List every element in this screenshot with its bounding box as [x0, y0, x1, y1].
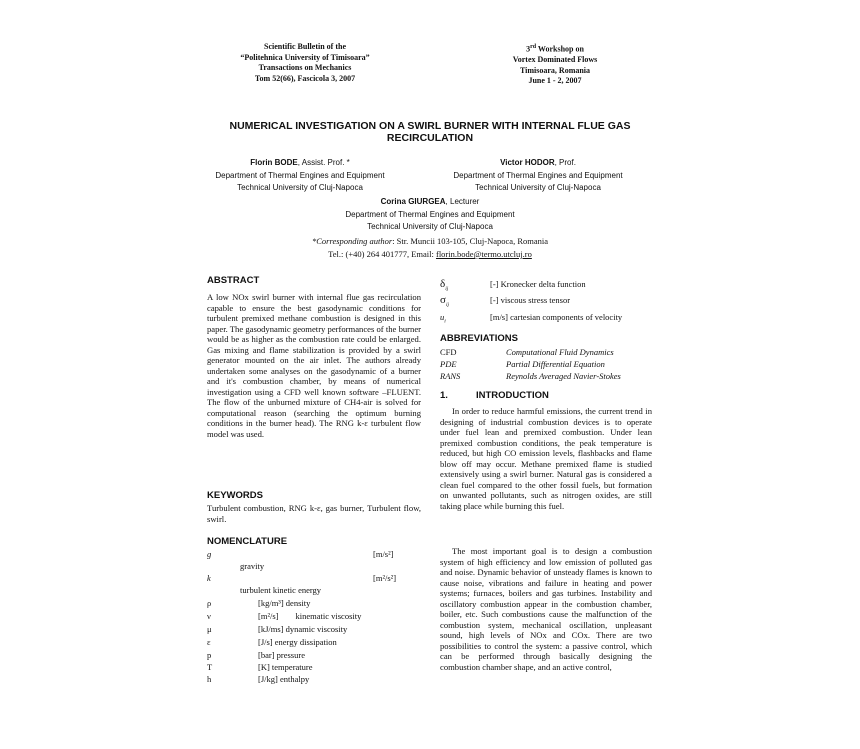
email-link[interactable]: florin.bode@termo.utcluj.ro: [435, 249, 532, 259]
journal-line: Transactions on Mechanics: [258, 63, 352, 72]
intro-paragraph-2: The most important goal is to design a combustion system of high efficiency and low emission of polluted gas and noise. Dynamic behavior of unsteady flames is known to cause noise, vibrations and failure in heating and power systems; furnaces, boilers and gas turbines. Instability and oscillatory combustion appear in the combustion chamber, boiler, etc. Such combustions cause the malfunction of the combustion system, mechanical oscillation, unpleasant sound, high levels of NOx and COx. There are two possibilities to control the system: a passive control, which can be performed through basically designing the combustion chamber shape, and an active control,: [440, 546, 652, 672]
abbreviation-row: CFD Computational Fluid Dynamics: [440, 347, 614, 357]
paper-page: [190, 22, 670, 749]
workshop-line: Vortex Dominated Flows: [512, 55, 598, 65]
keywords-heading: KEYWORDS: [207, 490, 263, 501]
nomenclature-row: k: [207, 573, 211, 583]
journal-info: [190, 42, 420, 84]
abstract-heading: ABSTRACT: [207, 275, 260, 286]
nomenclature-row: $u_i$ [m/s] cartesian components of velocity: [440, 312, 623, 325]
abbreviations-heading: ABBREVIATIONS: [440, 333, 518, 344]
nomenclature-row: μ [kJ/ms] dynamic viscosity: [207, 624, 348, 634]
nomenclature-row: $\sigma_{ij}[-]$ viscous stress tensor: [440, 294, 571, 309]
nomenclature-row: h [J/kg] enthalpy: [207, 674, 310, 684]
abstract-text: A low NOx swirl burner with internal flue gas recirculation capable to ensure the best gasodynamic conditions for turbulent premixed methane combustion is designed in this paper. The gasodynamic geometry performances of the burner would be as higher as the combustion rate could be enlarged. Gas mixing and flame stabilization is provided by a swirl generator mounted on the air inlet. The authors already undertaken some analyses on the gasodynamic of a burner and it's combustion chamber, by means of numerical investigation using a CFD well known software –FLUENT. The flow of the unburned mixture of CH4-air is solved for computational reason (searching the optimum burning conditions in the burner head). The RNG k-ε turbulent flow model was used.: [207, 292, 421, 439]
nomenclature-row: ν [m²/s] kinematic viscosity: [207, 611, 362, 621]
nomenclature-desc: turbulent kinetic energy: [240, 585, 322, 595]
nomenclature-unit: [m/s²]: [373, 549, 394, 559]
nomenclature-row: p [bar] pressure: [207, 650, 305, 660]
journal-line: Tom 52(66), Fascicola 3, 2007: [254, 73, 356, 83]
correspondence: *Corresponding author: Str. Muncii 103-105, Cluj-Napoca, Romania Tel.: (+40) 264 401777, Email: florin.bode@termo.utcluj.ro: [311, 236, 549, 259]
workshop-line: June 1 - 2, 2007: [528, 76, 582, 86]
nomenclature-heading: NOMENCLATURE: [207, 536, 288, 547]
workshop-line: 3rd Workshop on: [526, 44, 584, 54]
nomenclature-row: ρ [kg/m³] density: [207, 598, 311, 608]
author-block-3: Corina GIURGEA, Lecturer Department of Thermal Engines and Equipment Technical University of Cluj-Napoca: [345, 197, 515, 231]
nomenclature-row: ε [J/s] energy dissipation: [207, 637, 337, 647]
keywords-text: Turbulent combustion, RNG k-ε, gas burner, Turbulent flow, swirl.: [207, 503, 421, 524]
intro-heading: 1. INTRODUCTION: [440, 390, 549, 401]
journal-line: “Politehnica University of Timisoara”: [240, 52, 370, 62]
paper-title: NUMERICAL INVESTIGATION ON A SWIRL BURNER WITH INTERNAL FLUE GAS RECIRCULATION: [229, 120, 631, 144]
workshop-line: Timisoara, Romania: [519, 65, 591, 75]
abbreviation-row: RANS Reynolds Averaged Navier-Stokes: [440, 371, 621, 381]
nomenclature-row: g: [207, 549, 212, 559]
nomenclature-row: $\delta_{ij}[-]$ Kronecker delta function: [440, 278, 586, 293]
author-block-1: Florin BODE, Assist. Prof. * Department of Thermal Engines and Equipment Technical University of Cluj-Napoca: [215, 158, 385, 192]
intro-paragraph-1: In order to reduce harmful emissions, the current trend in designing of industrial combustion devices is to operate under fuel lean and premixed combustion. Under lean premixed combustion conditions, the peak temperature is reduced, but high CO emission levels, flashbacks and flame blow off may occur. Methane premixed flame is studied extensively using a swirl burner. Natural gas is considered a clean fuel compared to the other fossil fuels, but formation on unwanted pollutants, such as nitrogen oxides, are still taking place while burning this fuel.: [440, 406, 652, 511]
author-block-2: Victor HODOR, Prof. Department of Thermal Engines and Equipment Technical University of Cluj-Napoca: [453, 158, 623, 192]
journal-line: Scientific Bulletin of the: [264, 42, 346, 51]
workshop-info: [445, 42, 665, 87]
nomenclature-desc: gravity: [240, 561, 265, 571]
nomenclature-unit: [m²/s²]: [373, 573, 397, 583]
abbreviation-row: PDE Partial Differential Equation: [440, 359, 605, 369]
nomenclature-row: T [K] temperature: [207, 662, 313, 672]
